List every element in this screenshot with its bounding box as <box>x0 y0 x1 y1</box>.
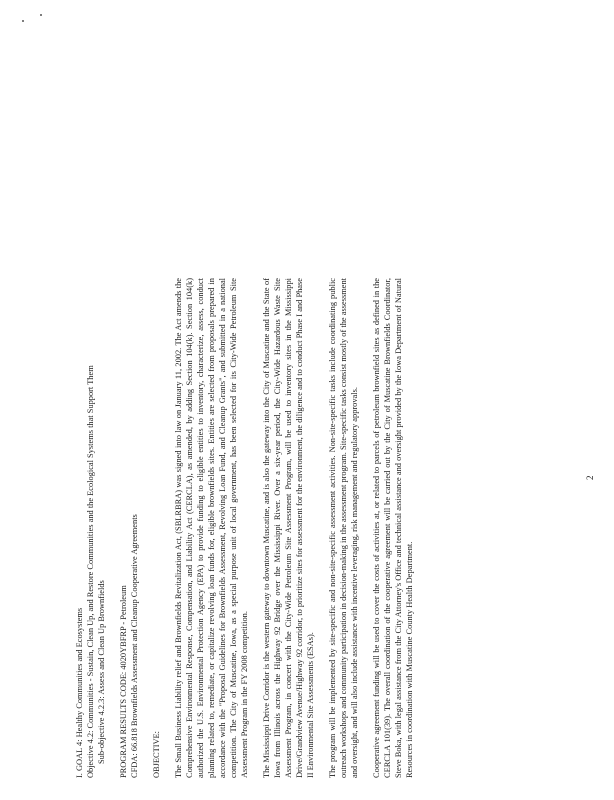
goal-line: I. GOAL 4: Healthy Communities and Ecosystems <box>75 607 84 778</box>
scan-speck <box>40 14 42 16</box>
objective-line: Objective 4.2: Communities - Sustain, Clean Up, and Restore Communities and the Ecological Systems that Support Them <box>86 365 95 778</box>
paragraph-2: The Mississippi Drive Corridor is the western gateway to downtown Muscatine, and is also the gateway into the City of Muscatine and the State of Iowa from Illinois across the Highway 92 Bridge over the Mississippi River. Over a six-year period, the City-Wide Hazardous Waste Site Assessment Program, in concert with the City-Wide Petroleum Site Assessment Program, will be used to inventory sites in the Mississippi Drive/Grandview Avenue/Highway 92 corridor, to prioritize sites for assessment for the environment, the diligence and to conduct Phase I and Phase II Environmental Site Assessments (ESAs). <box>262 275 315 778</box>
page-number: 2 <box>585 475 595 480</box>
scan-speck <box>22 20 24 22</box>
rotated-document-body <box>74 275 559 778</box>
paragraph-3: The program will be implemented by site-specific and non-site-specific assessment activities. Non-site-specific tasks include coordinating public outreach workshops and community participation in decision-making in the assessment program. Site-specific tasks consist mostly of the assessment and oversight, and will also include assistance with incentive leveraging, risk management and regulatory approvals. <box>328 275 359 778</box>
objective-heading: OBJECTIVE: <box>152 731 161 778</box>
subobjective-line: Sub-objective 4.2.3: Assess and Clean Up Brownfields <box>97 580 106 764</box>
program-results-code: PROGRAM RESULTS CODE: 4020YBFRP - Petroleum <box>119 585 128 778</box>
paragraph-4: Cooperative agreement funding will be used to cover the costs of activities at, or related to parcels of petroleum brownfield sites as defined in the CERCLA 101(39). The overall coordination of the cooperative agreement will be carried out by the City of Muscatine Brownfields Coordinator, Steve Boka, with legal assistance from the City Attorney's Office and technical assistance and oversight provided by the Iowa Department of Natural Resources in coordination with Muscatine County Health Department. <box>372 275 414 778</box>
paragraph-1: The Small Business Liability relief and Brownfields Revitalization Act, (SBLRBRA) was signed into law on January 11, 2002. The Act amends the Comprehensive Environmental Response, Compensation, and Liability Act (CERCLA), as amended, by adding Section 104(k). Section 104(k) authorized the U.S. Environmental Protection Agency (EPA) to provide funding to eligible entities to inventory, characterize, assess, conduct planning related to, remediate, or capitalize revolving loan funds for, eligible brownfields sites. Entities are selected from proposals prepared in accordance with the "Proposal Guidelines for Brownfields Assessment, Revolving Loan Fund, and Cleanup Grants", and submitted in a national competition. The City of Muscatine, Iowa, as a special purpose unit of local government, has been selected for its City-Wide Petroleum Site Assessment Program in the FY 2008 competition. <box>174 275 249 778</box>
cfda-line: CFDA: 66.818 Brownfields Assessment and Cleanup Cooperative Agreements <box>130 514 139 778</box>
